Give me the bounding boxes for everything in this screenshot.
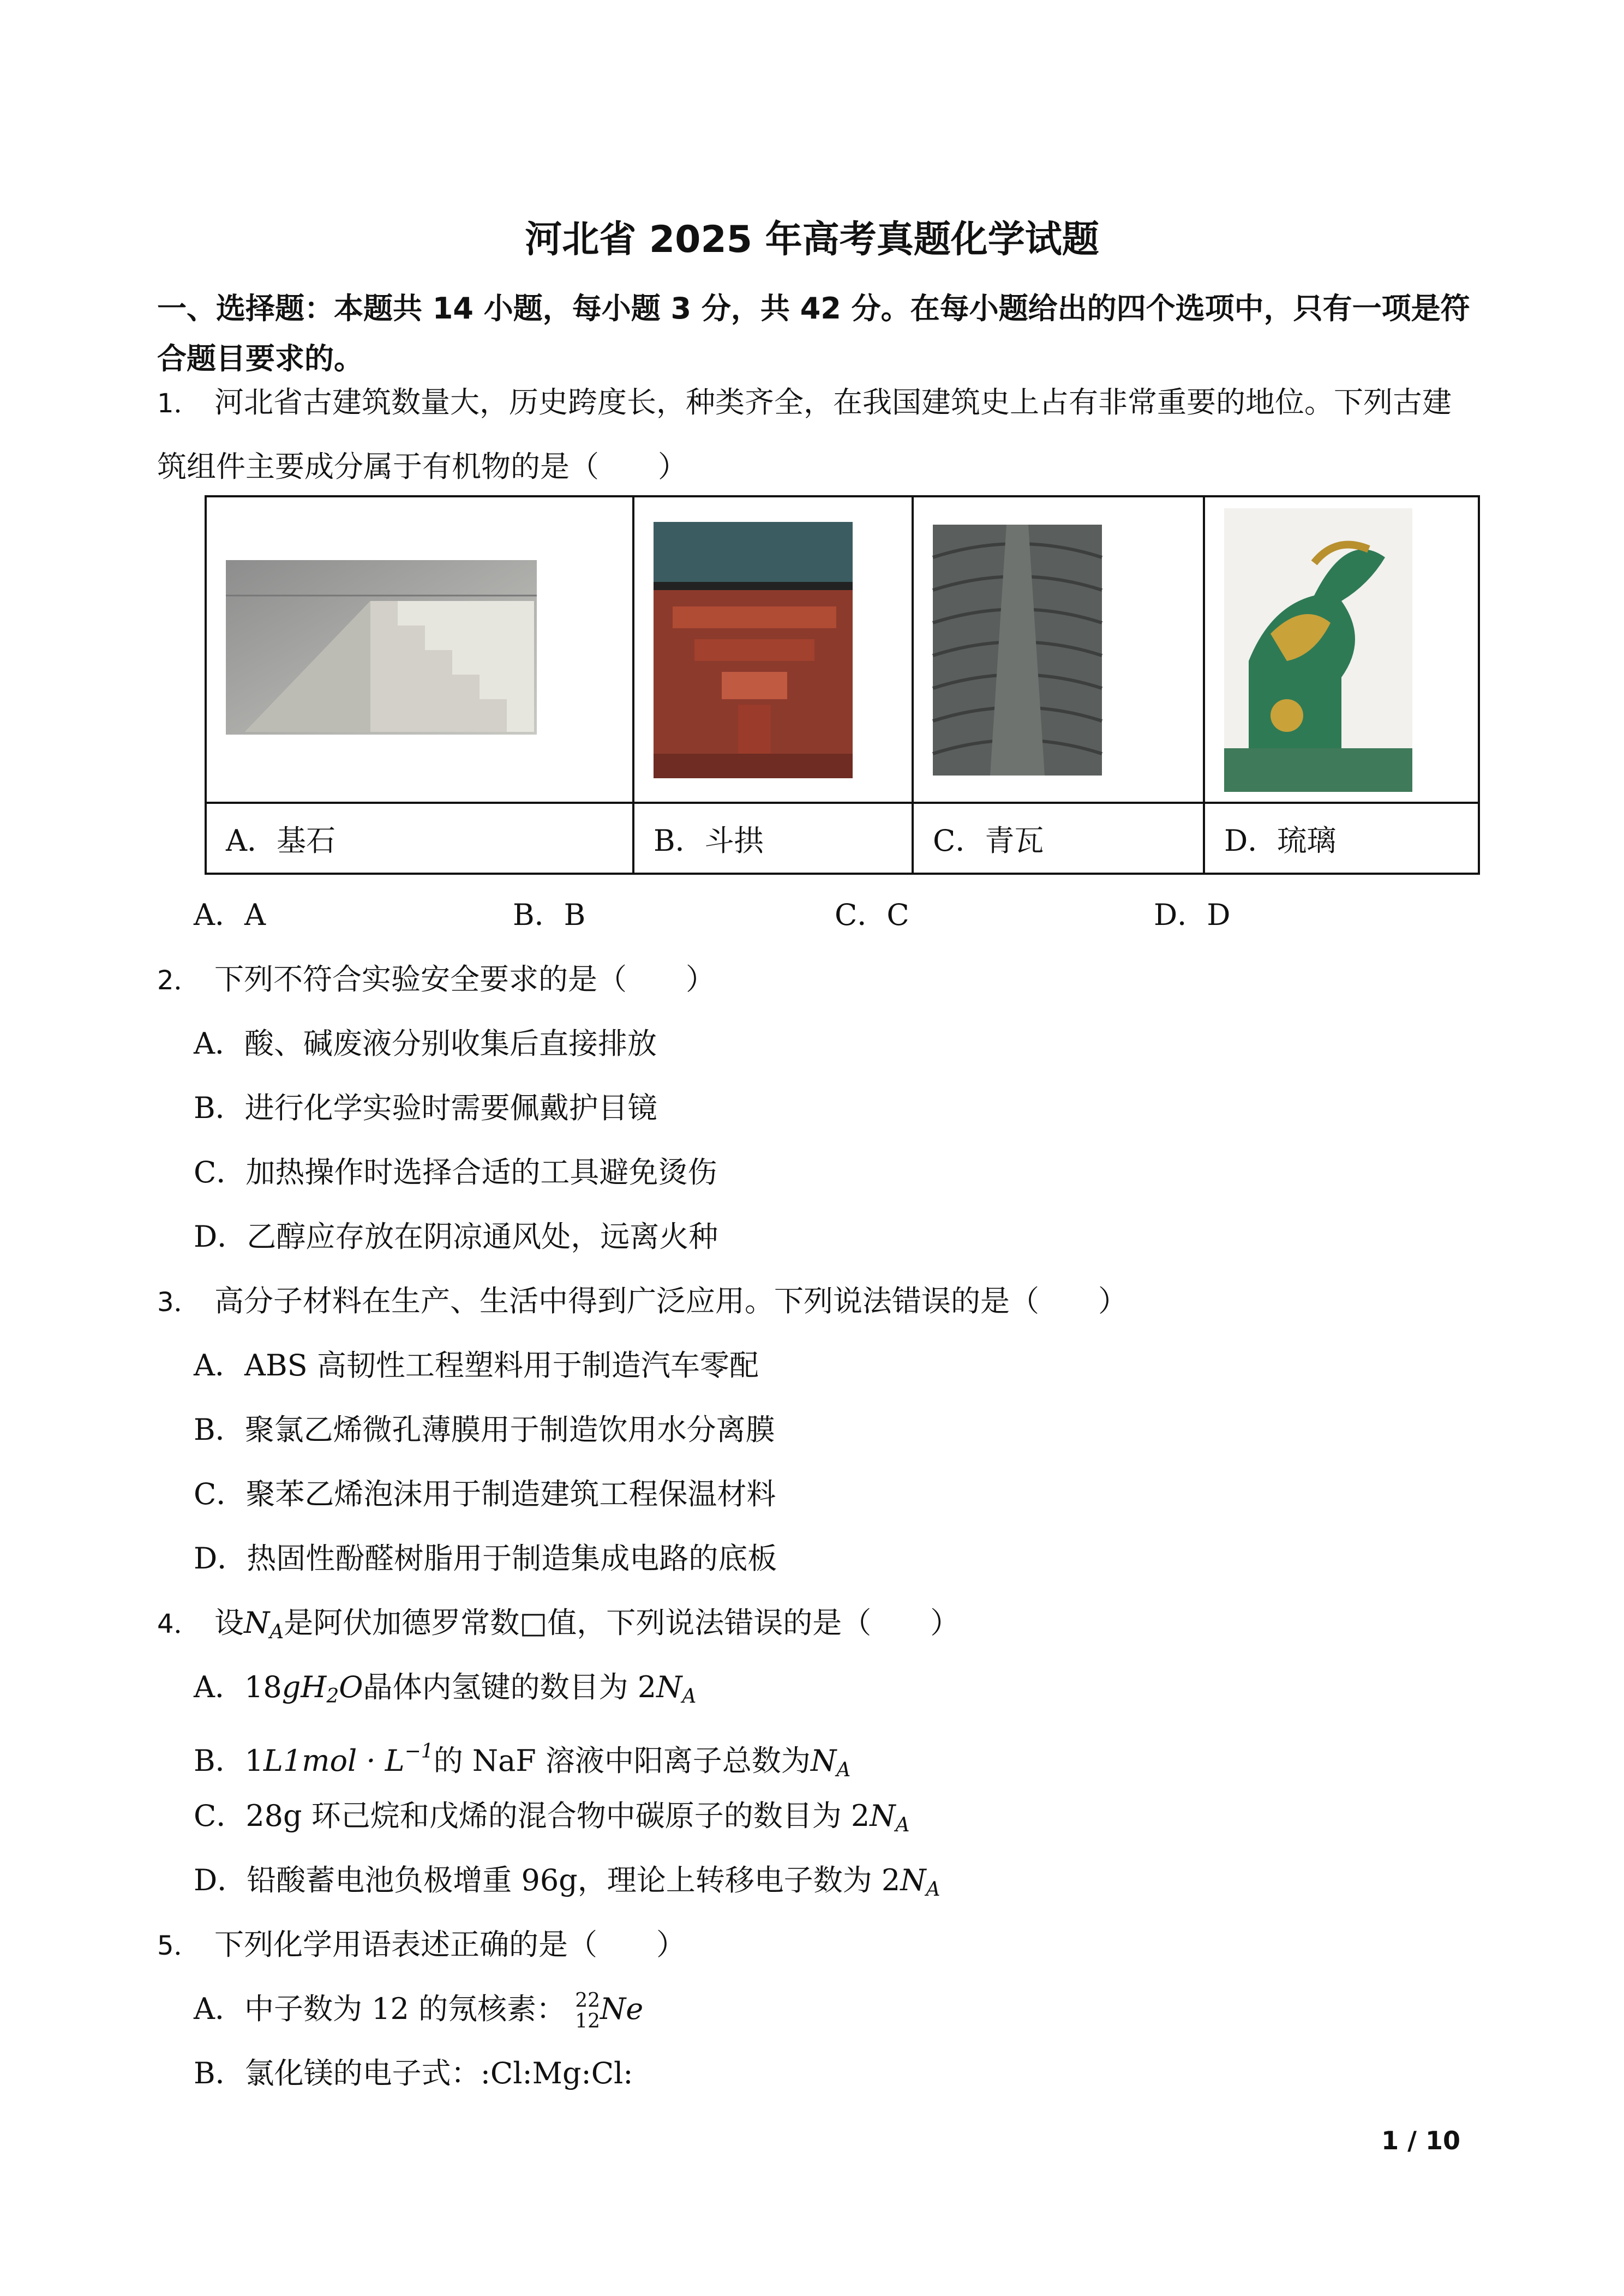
table-label-d: D．琉璃	[1204, 803, 1479, 874]
option-c-text: C．28g 环己烷和戊烯的混合物中碳原子的数目为 2	[194, 1799, 870, 1833]
question-2-option-c[interactable]: C．加热操作时选择合适的工具避免烫伤	[194, 1155, 717, 1189]
question-3-number: 3．	[157, 1287, 200, 1318]
question-5-option-b[interactable]	[194, 2048, 633, 2099]
question-5-stem	[157, 1920, 1477, 1971]
atomic-number: 12	[575, 2010, 601, 2033]
question-4-option-a[interactable]	[194, 1662, 696, 1722]
glazed-dragon-ornament-image	[1205, 497, 1478, 802]
option-a-text: A．中子数为 12 的氖核素：	[194, 1992, 566, 2026]
question-1-number: 1．	[157, 388, 200, 419]
option-b-prefix: B．1	[194, 1744, 264, 1778]
question-4-stem-pre: 设	[214, 1606, 244, 1640]
nuclide-numbers	[575, 1991, 600, 2032]
question-1-option-b[interactable]: B．B	[513, 898, 586, 932]
table-cell-c-image	[913, 496, 1204, 803]
option-b-text: B．氯化镁的电子式：	[194, 2056, 481, 2090]
question-4-stem-end: 值，下列说法错误的是（ ）	[547, 1606, 960, 1640]
option-b-text: 的 NaF 溶液中阳离子总数为	[433, 1744, 811, 1778]
question-1-option-d[interactable]: D．D	[1154, 898, 1231, 932]
question-5-option-a[interactable]	[194, 1984, 643, 2034]
question-3-option-c[interactable]: C．聚苯乙烯泡沫用于制造建筑工程保温材料	[194, 1477, 776, 1511]
water-formula: $gH_2O$	[281, 1670, 363, 1708]
question-2-stem-text: 下列不符合实验安全要求的是（ ）	[214, 962, 715, 996]
question-1-image-table	[205, 495, 1480, 875]
missing-glyph-box: □	[519, 1606, 548, 1640]
question-1-line-2: 筑组件主要成分属于有机物的是（ ）	[157, 449, 687, 484]
stone-steps-image	[207, 497, 632, 802]
question-3-stem	[157, 1276, 1477, 1327]
avogadro-symbol: $N_A$	[656, 1670, 697, 1708]
option-a-text: 晶体内氢键的数目为 2	[363, 1670, 657, 1704]
question-5-number: 5．	[157, 1931, 200, 1961]
question-4-option-d[interactable]	[194, 1855, 940, 1915]
question-5-stem-text: 下列化学用语表述正确的是（ ）	[214, 1927, 686, 1962]
question-3-stem-text: 高分子材料在生产、生活中得到广泛应用。下列说法错误的是（ ）	[214, 1284, 1128, 1318]
question-4-option-b[interactable]	[194, 1727, 850, 1795]
electron-dot-formula: :Cl:Mg:Cl:	[480, 2056, 633, 2090]
table-label-a: A．基石	[206, 803, 633, 874]
element-symbol: Ne	[600, 1992, 644, 2026]
grey-roof-tiles-image	[914, 497, 1203, 802]
question-2-option-a[interactable]: A．酸、碱废液分别收集后直接排放	[194, 1026, 657, 1061]
question-2-option-b[interactable]: B．进行化学实验时需要佩戴护目镜	[194, 1091, 657, 1125]
question-1-option-c[interactable]: C．C	[835, 898, 909, 932]
question-4-option-c[interactable]	[194, 1791, 910, 1850]
dougong-bracket-image	[634, 497, 912, 802]
question-2-stem	[157, 954, 1477, 1006]
table-label-c: C．青瓦	[913, 803, 1204, 874]
question-4-stem-post: 是阿伏加德罗常数	[284, 1606, 520, 1640]
table-cell-d-image	[1204, 496, 1479, 803]
question-3-option-b[interactable]: B．聚氯乙烯微孔薄膜用于制造饮用水分离膜	[194, 1413, 775, 1447]
table-label-b: B．斗拱	[633, 803, 913, 874]
question-4-stem	[157, 1598, 1477, 1657]
section-heading: 一、选择题：本题共 14 小题，每小题 3 分，共 42 分。在每小题给出的四个选项中，只有一项是符合题目要求的。	[157, 291, 1470, 376]
question-3-option-d[interactable]: D．热固性酚醛树脂用于制造集成电路的底板	[194, 1541, 777, 1576]
avogadro-symbol: $N_A$	[244, 1606, 284, 1643]
question-4-number: 4．	[157, 1609, 200, 1639]
question-1-line-1	[157, 377, 1477, 429]
avogadro-symbol: $N_A$	[900, 1863, 940, 1901]
table-cell-b-image	[633, 496, 913, 803]
question-1-stem-part-1: 河北省古建筑数量大，历史跨度长，种类齐全，在我国建筑史上占有非常重要的地位。下列古建	[214, 385, 1452, 419]
option-a-prefix: A．18	[194, 1670, 282, 1704]
concentration-unit: $L1mol \cdot L^{-1}$	[263, 1740, 434, 1778]
avogadro-symbol: $N_A$	[870, 1799, 910, 1836]
page-title: 河北省 2025 年高考真题化学试题	[525, 218, 1099, 261]
question-2-number: 2．	[157, 965, 200, 996]
question-1-option-a[interactable]: A．A	[194, 898, 266, 932]
mass-number: 22	[575, 1990, 601, 2012]
table-cell-a-image	[206, 496, 633, 803]
page-number: 1 / 10	[1381, 2126, 1460, 2155]
question-3-option-a[interactable]: A．ABS 高韧性工程塑料用于制造汽车零配	[194, 1348, 759, 1383]
avogadro-symbol: $N_A$	[810, 1744, 851, 1781]
question-2-option-d[interactable]: D．乙醇应存放在阴凉通风处，远离火种	[194, 1219, 718, 1254]
option-d-text: D．铅酸蓄电池负极增重 96g，理论上转移电子数为 2	[194, 1863, 901, 1897]
